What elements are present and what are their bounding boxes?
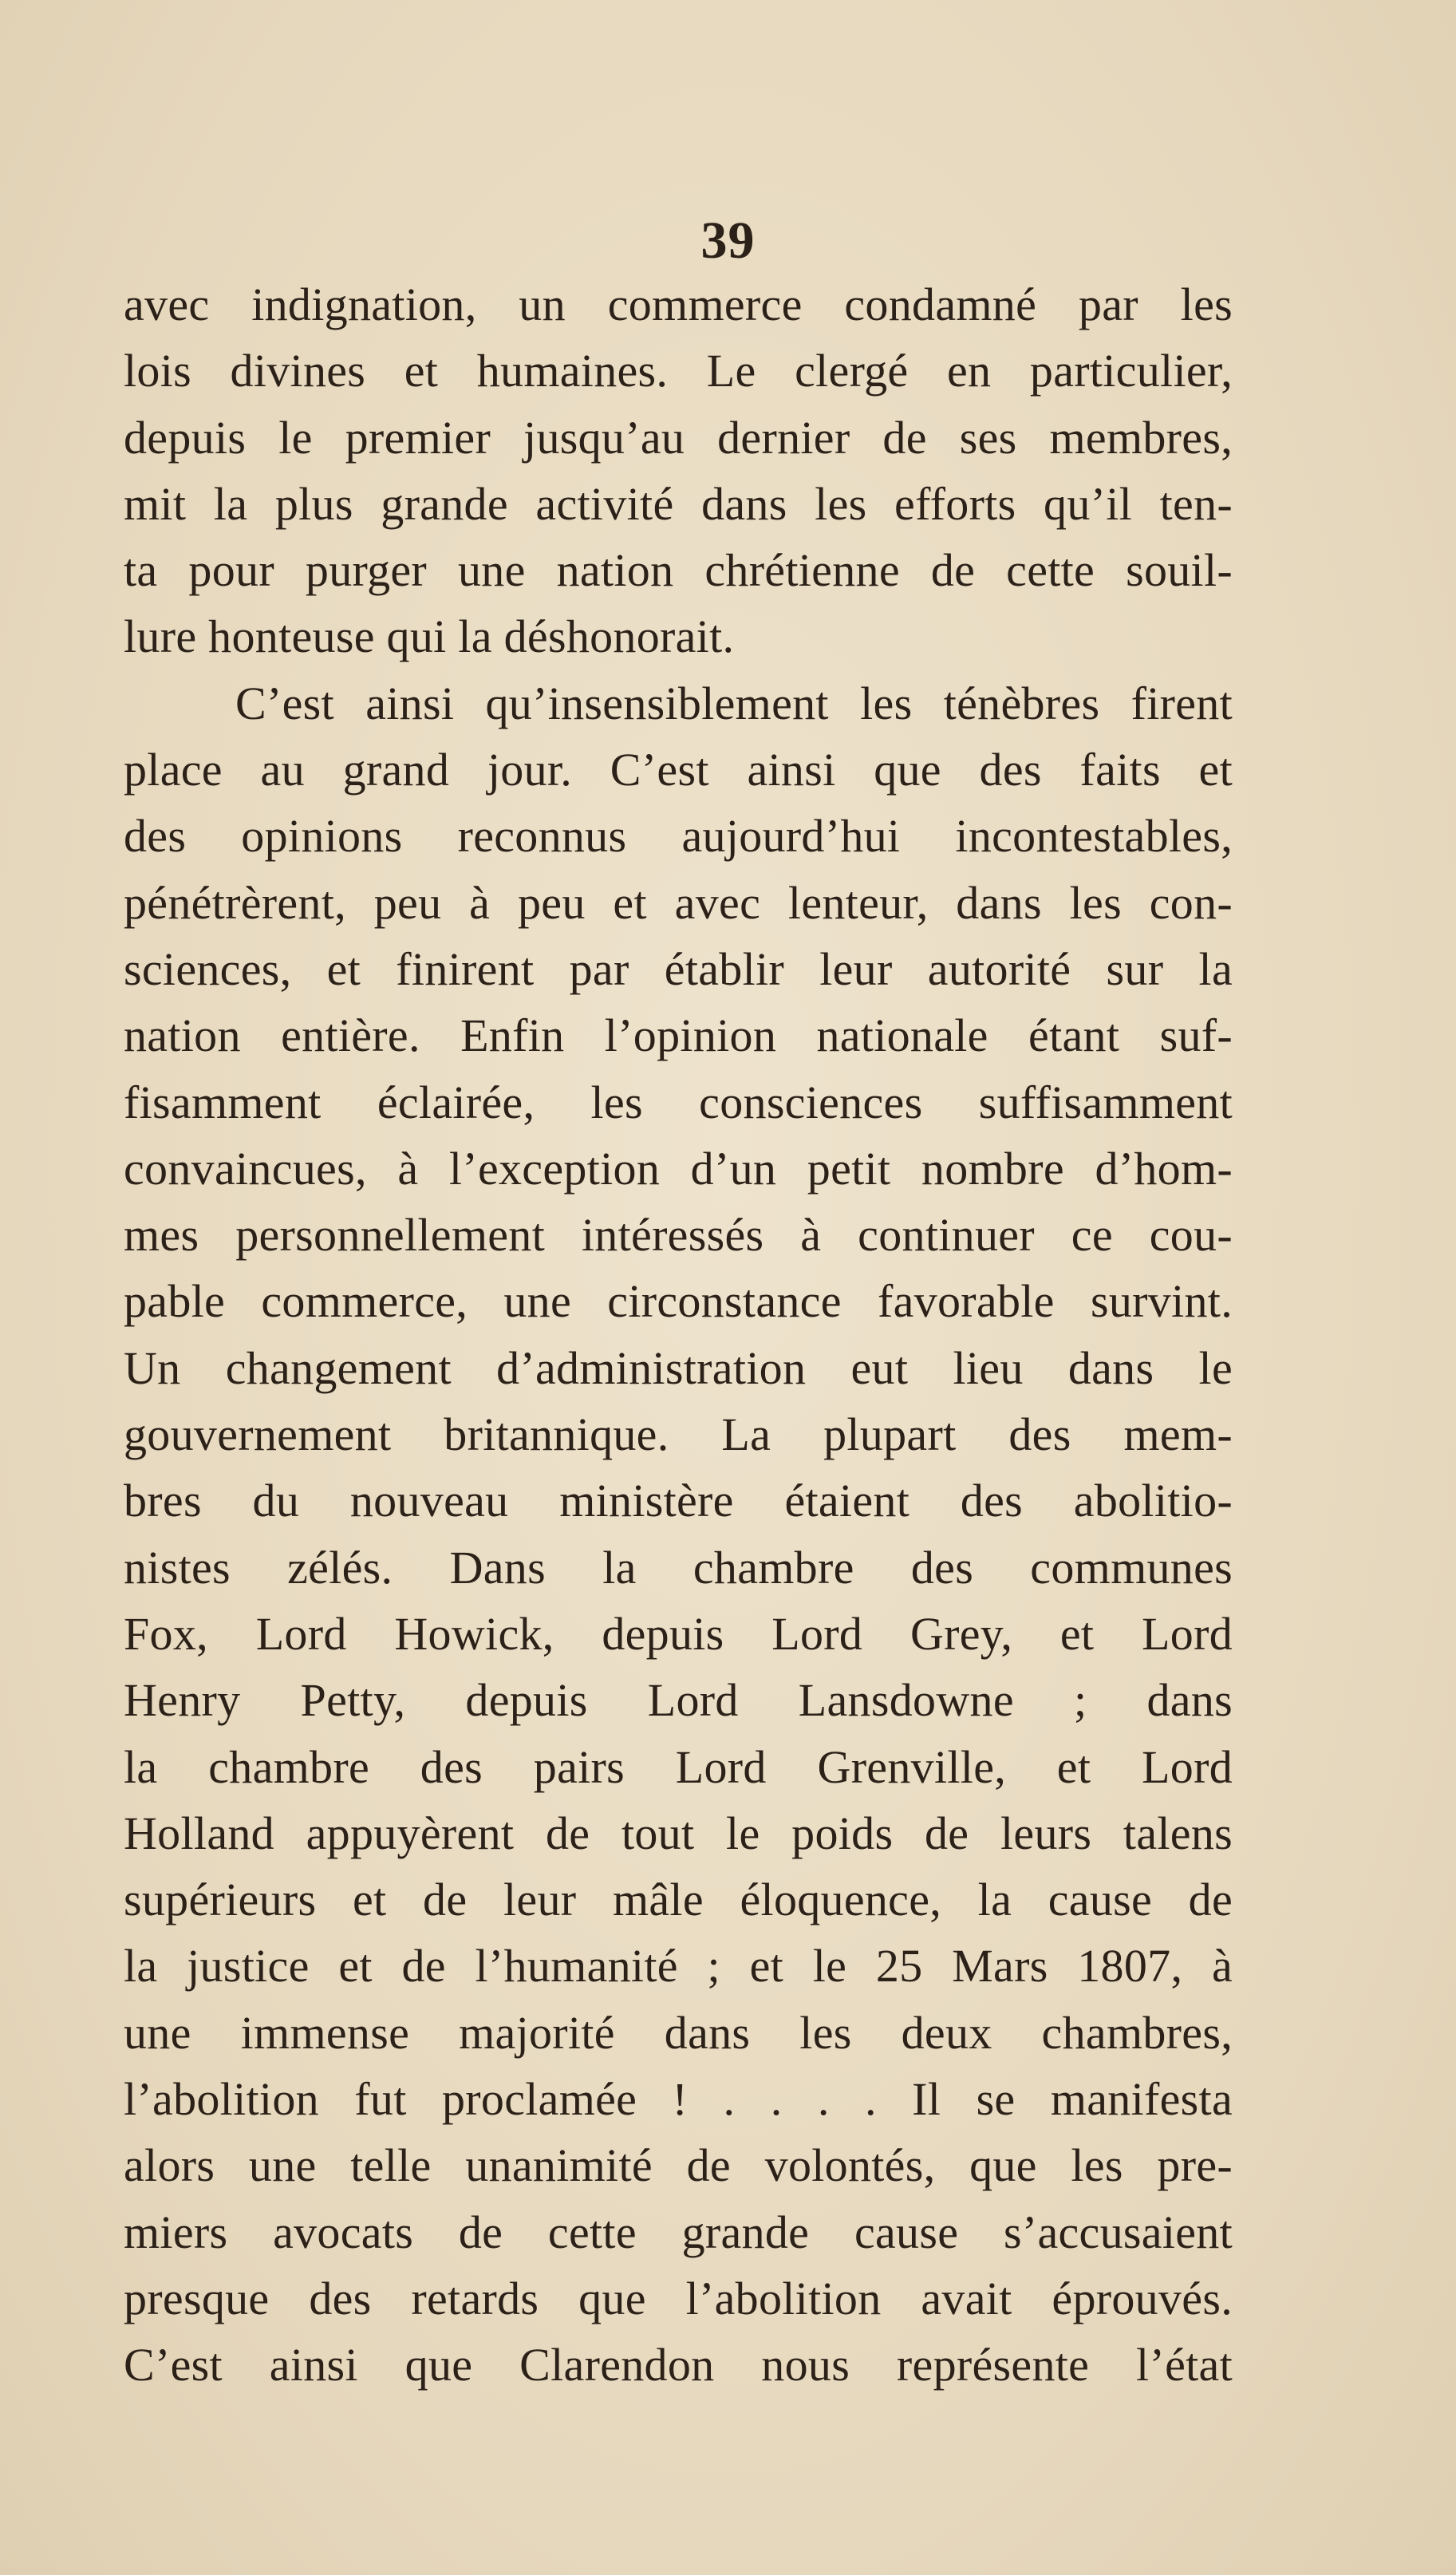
text-line: ta pour purger une nation chrétienne de cette souil- bbox=[124, 544, 1233, 597]
text-line: depuis le premier jusqu’au dernier de ses membres, bbox=[124, 411, 1233, 464]
page-number: 39 bbox=[700, 211, 756, 270]
body-text bbox=[124, 271, 1233, 2399]
text-line: presque des retards que l’abolition avait éprouvés. bbox=[124, 2272, 1233, 2324]
text-line: lois divines et humaines. Le clergé en particulier, bbox=[124, 345, 1233, 397]
text-line: bres du nouveau ministère étaient des abolitio- bbox=[124, 1475, 1233, 1527]
text-line: mit la plus grande activité dans les efforts qu’il ten- bbox=[124, 477, 1233, 530]
text-line: pénétrèrent, peu à peu et avec lenteur, dans les con- bbox=[124, 876, 1233, 929]
text-line: supérieurs et de leur mâle éloquence, la cause de bbox=[124, 1874, 1233, 1926]
text-line: place au grand jour. C’est ainsi que des faits et bbox=[124, 744, 1233, 796]
text-line: pable commerce, une circonstance favorable survint. bbox=[124, 1275, 1233, 1328]
text-line: nistes zélés. Dans la chambre des communes bbox=[124, 1541, 1233, 1594]
text-line: avec indignation, un commerce condamné par les bbox=[124, 278, 1233, 330]
text-line: Holland appuyèrent de tout le poids de leurs talens bbox=[124, 1807, 1233, 1859]
text-line: miers avocats de cette grande cause s’accusaient bbox=[124, 2206, 1233, 2258]
text-line: alors une telle unanimité de volontés, que les pre- bbox=[124, 2139, 1233, 2192]
text-line: mes personnellement intéressés à continuer ce cou- bbox=[124, 1209, 1233, 1262]
text-line: l’abolition fut proclamée ! . . . . Il se manifesta bbox=[124, 2073, 1233, 2126]
text-line: nation entière. Enfin l’opinion nationale étant suf- bbox=[124, 1009, 1233, 1062]
text-line: C’est ainsi que Clarendon nous représente l’état bbox=[124, 2339, 1233, 2391]
text-line: Un changement d’administration eut lieu dans le bbox=[124, 1341, 1233, 1394]
text-line: la justice et de l’humanité ; et le 25 Mars 1807, à bbox=[124, 1940, 1233, 1992]
text-line: une immense majorité dans les deux chambres, bbox=[124, 2006, 1233, 2059]
text-line: des opinions reconnus aujourd’hui incontestables, bbox=[124, 810, 1233, 863]
text-line: la chambre des pairs Lord Grenville, et Lord bbox=[124, 1740, 1233, 1793]
text-line: C’est ainsi qu’insensiblement les ténèbres firent bbox=[235, 677, 1233, 729]
text-line: Fox, Lord Howick, depuis Lord Grey, et Lord bbox=[124, 1607, 1233, 1660]
text-line: sciences, et finirent par établir leur autorité sur la bbox=[124, 942, 1233, 995]
text-line: convaincues, à l’exception d’un petit nombre d’hom- bbox=[124, 1142, 1233, 1195]
text-line: lure honteuse qui la déshonorait. bbox=[124, 610, 735, 663]
text-line: gouvernement britannique. La plupart des mem- bbox=[124, 1408, 1233, 1461]
text-line: fisamment éclairée, les consciences suffisamment bbox=[124, 1076, 1233, 1128]
text-line: Henry Petty, depuis Lord Lansdowne ; dans bbox=[124, 1674, 1233, 1727]
